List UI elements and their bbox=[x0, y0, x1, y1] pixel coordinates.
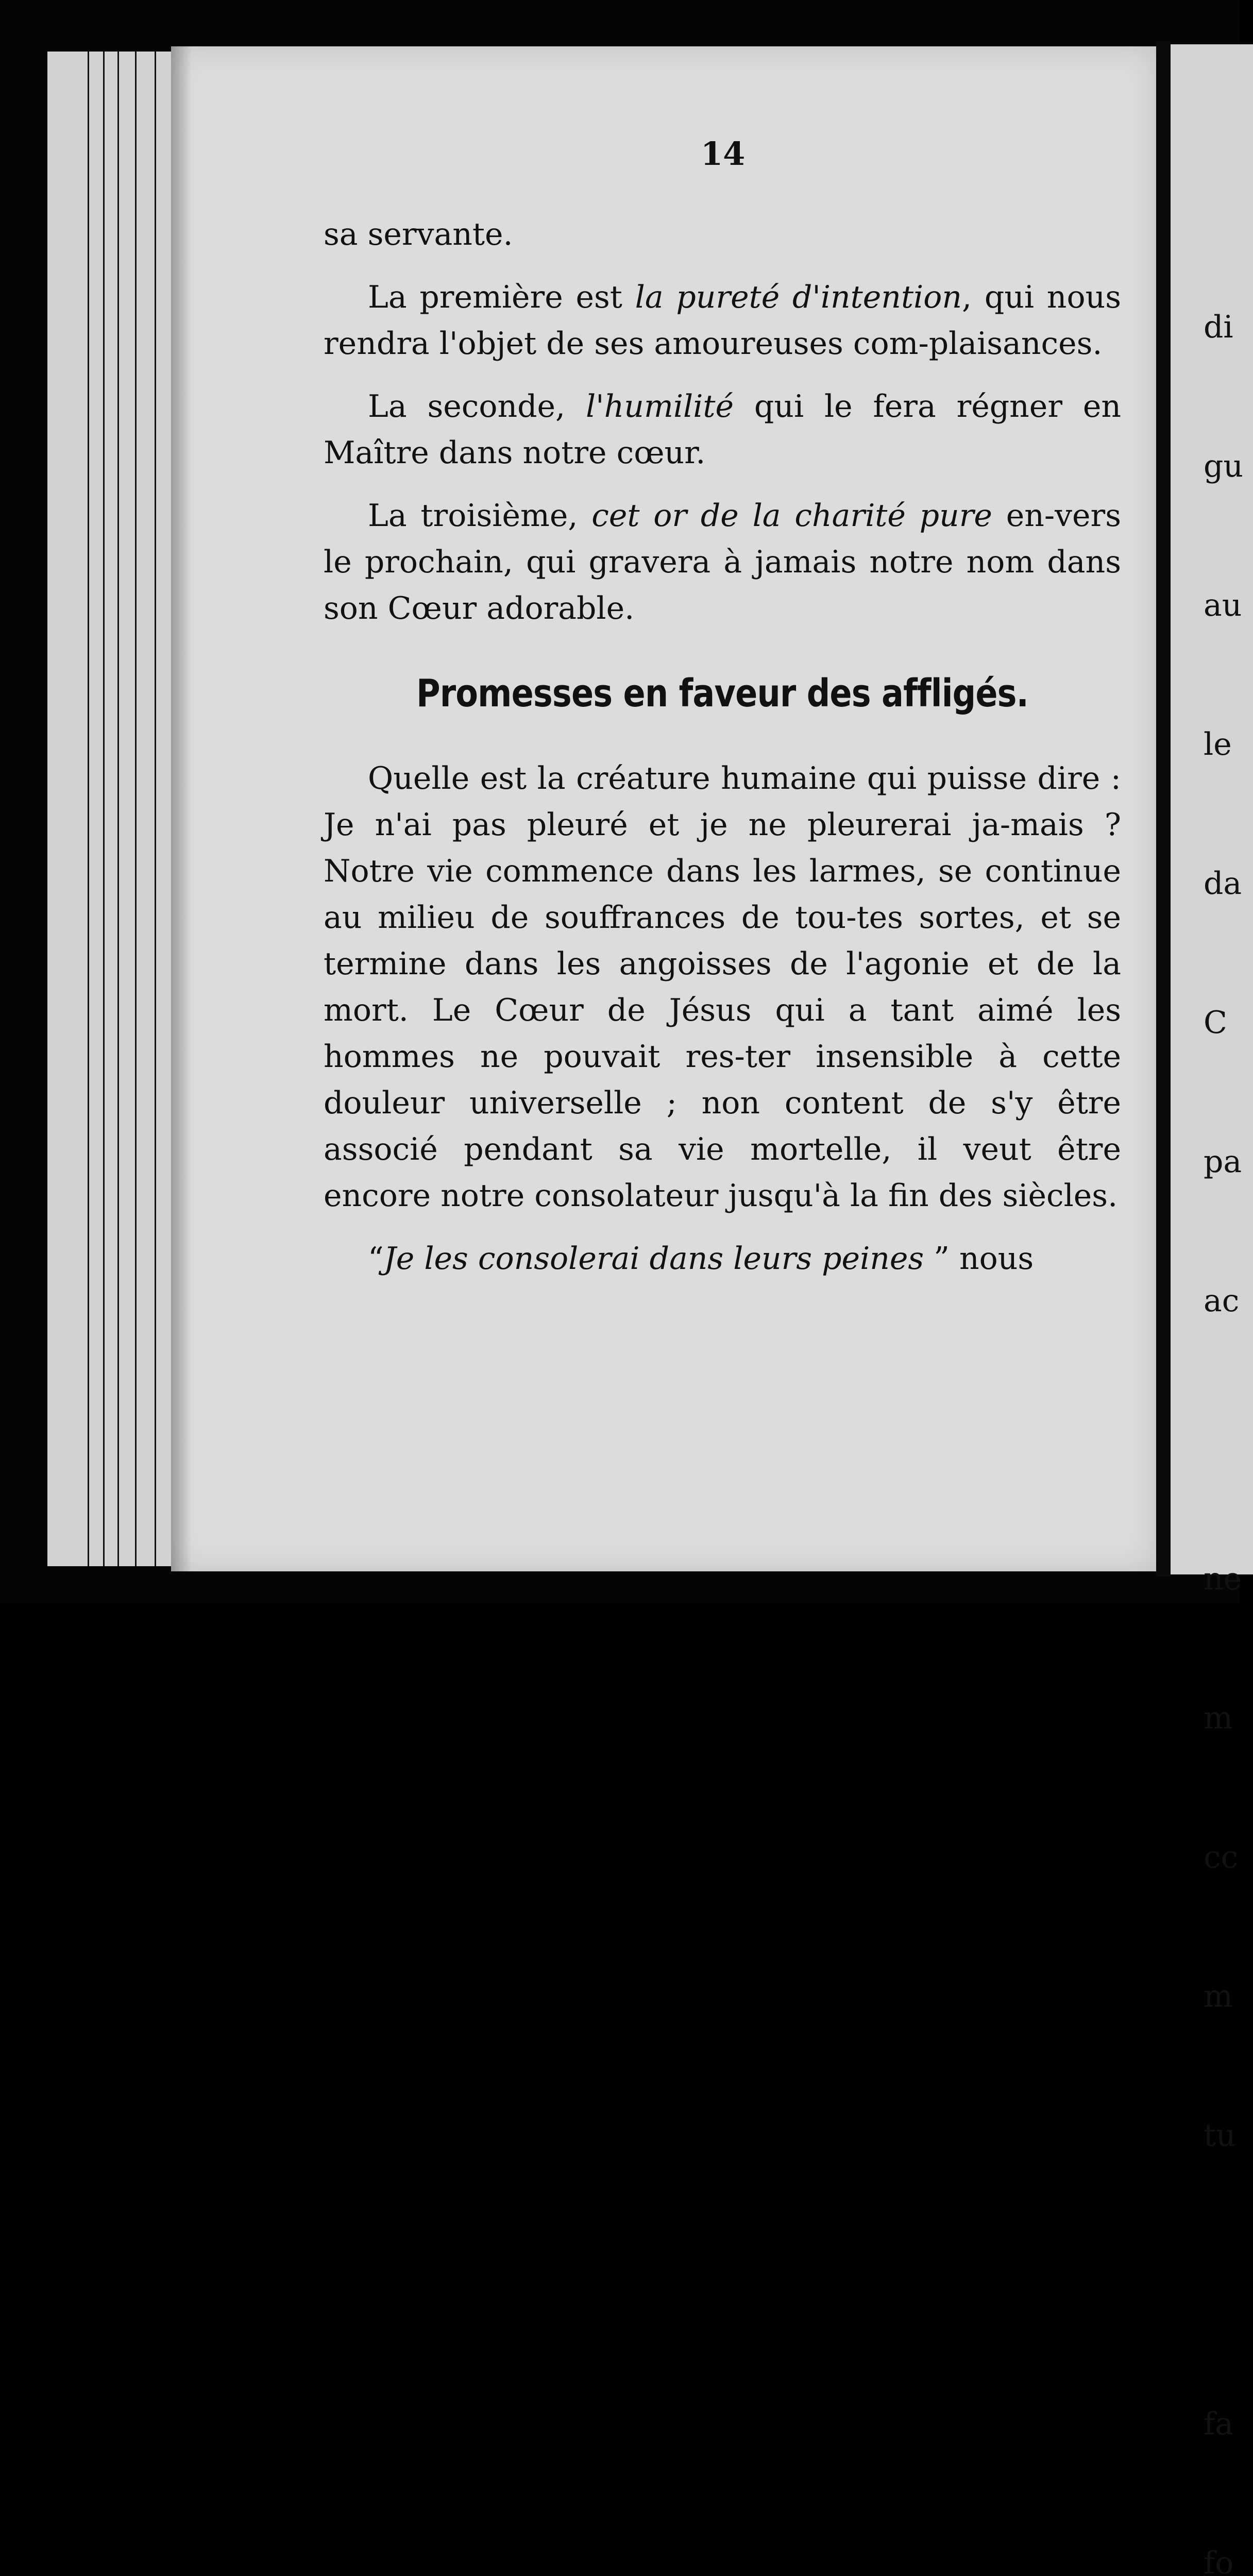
page-edges bbox=[47, 52, 181, 1566]
fragment: C bbox=[1204, 1005, 1227, 1041]
page-shadow bbox=[171, 46, 192, 1571]
page-edge-line bbox=[135, 52, 137, 1566]
page-edge-line bbox=[155, 52, 156, 1566]
fragment: da bbox=[1204, 866, 1242, 902]
fragment: m bbox=[1204, 1700, 1233, 1736]
spacer bbox=[1204, 2251, 1240, 2308]
paragraph bbox=[324, 755, 1121, 1219]
paragraph-text: La seconde, bbox=[368, 388, 586, 425]
fragment: cc bbox=[1204, 1839, 1239, 1875]
page-edge-line bbox=[117, 52, 119, 1566]
fragment: di bbox=[1204, 309, 1233, 345]
fragment: le bbox=[1204, 726, 1232, 762]
facing-page-text bbox=[1204, 211, 1244, 2576]
fragment: au bbox=[1204, 587, 1242, 623]
paragraph-text: qui le fera régner en Maître dans notre cœur. bbox=[324, 388, 1121, 471]
paragraph bbox=[324, 274, 1121, 367]
paragraph-text: La première est bbox=[368, 279, 635, 315]
book-gutter bbox=[1156, 41, 1171, 1577]
fragment: ac bbox=[1204, 1283, 1240, 1319]
italic-phrase: cet or de la charité pure bbox=[591, 498, 992, 534]
page-number: 14 bbox=[701, 135, 746, 173]
fragment: pa bbox=[1204, 1144, 1242, 1180]
paragraph-text: , qui nous rendra l'objet de ses amoureuses com-plaisances. bbox=[324, 279, 1122, 362]
fragment: ne bbox=[1204, 1561, 1242, 1597]
section-heading: Promesses en faveur des affligés. bbox=[416, 671, 1029, 716]
spacer bbox=[1204, 1417, 1240, 1463]
page-edge-line bbox=[88, 52, 89, 1566]
paragraph-text: La troisième, bbox=[368, 498, 592, 534]
fragment: fa bbox=[1204, 2406, 1233, 2442]
paragraph-text: sa servante. bbox=[324, 216, 513, 252]
italic-phrase: l'humilité bbox=[585, 388, 734, 425]
fragment: gu bbox=[1204, 448, 1244, 484]
paragraph bbox=[324, 1235, 1121, 1282]
page-body bbox=[324, 211, 1121, 1298]
italic-phrase: Je les consolerai dans leurs peines bbox=[383, 1241, 924, 1277]
fragment: fo bbox=[1204, 2545, 1234, 2576]
paragraph bbox=[324, 211, 1121, 258]
paragraph-text: en-vers le prochain, qui gravera à jamais notre nom dans son Cœur adorable. bbox=[324, 498, 1122, 626]
paragraph bbox=[324, 383, 1121, 476]
quote-mark: “ bbox=[368, 1241, 384, 1277]
fragment: m bbox=[1204, 1978, 1233, 2014]
paragraph-text: Quelle est la créature humaine qui puisse dire : Je n'ai pas pleuré et je ne pleurerai ja-mais ? Notre vie commence dans les larmes, se continue au milieu de souffrances de tou-tes sortes, et se termine dans les angoisses de l'agonie et de la mort. Le Cœur de Jésus qui a tant aimé les hommes ne pouvait res-ter insensible à cette douleur universelle ; non content de s'y être associé pendant sa vie mortelle, il veut être encore notre consolateur jusqu'à la fin des siècles. bbox=[324, 760, 1121, 1214]
fragment: tu bbox=[1204, 2117, 1236, 2154]
paragraph bbox=[324, 493, 1121, 632]
page-edge-line bbox=[103, 52, 105, 1566]
paragraph-text: ” nous bbox=[924, 1241, 1034, 1277]
italic-phrase: la pureté d'intention bbox=[635, 279, 962, 315]
